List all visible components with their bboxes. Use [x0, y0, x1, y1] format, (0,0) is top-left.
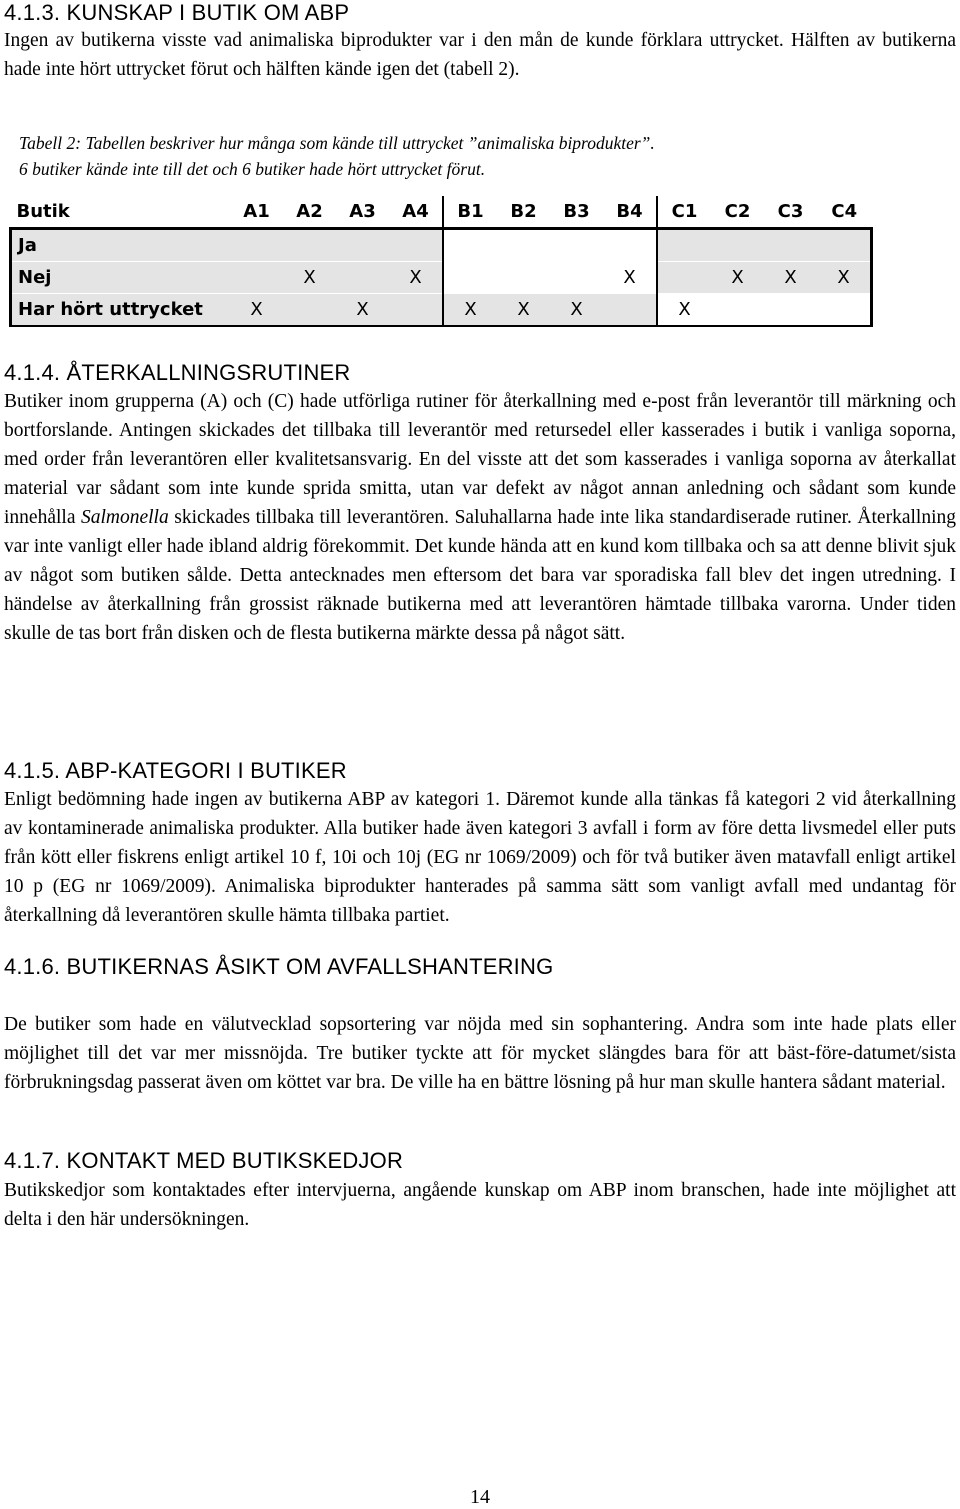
table-cell	[764, 294, 817, 327]
table-cell: X	[764, 262, 817, 294]
table-cell: X	[497, 294, 550, 327]
section-heading-4-1-5: 4.1.5. ABP-KATEGORI I BUTIKER	[4, 758, 347, 783]
section-heading-4-1-3: 4.1.3. KUNSKAP I BUTIK OM ABP	[4, 0, 350, 25]
table-cell	[603, 294, 657, 327]
column-header: B3	[550, 196, 603, 229]
table-cell: X	[711, 262, 764, 294]
table-cell: X	[550, 294, 603, 327]
column-header: A3	[336, 196, 389, 229]
column-header: B4	[603, 196, 657, 229]
table-cell: X	[603, 262, 657, 294]
row-label: Har hört uttrycket	[11, 294, 231, 327]
section-4-1-6-paragraph: De butiker som hade en välutvecklad sopsortering var nöjda med sin sophantering. Andra som inte hade plats eller möjlighet till det var mer missnöjda. Tre butiker tyckte att för mycket slängdes bara för att bäst-före-datumet/sista förbrukningsdag passerat även om köttet var bra. De ville ha en bättre lösning på hur man skulle hantera sådant material.	[4, 1014, 956, 1093]
table-cell	[336, 262, 389, 294]
section-heading-4-1-7: 4.1.7. KONTAKT MED BUTIKSKEDJOR	[4, 1148, 404, 1173]
table-2-caption-line-1: Tabell 2: Tabellen beskriver hur många som kände till uttrycket ”animaliska biprodukter”.	[19, 133, 655, 153]
table-cell	[497, 229, 550, 262]
table-cell: X	[283, 262, 336, 294]
paragraph-text: skickades tillbaka till leverantören. Saluhallarna hade inte lika standardiserade rutiner. Återkallning var inte vanligt eller hade ibland aldrig förekommit. Det kunde hända att en kund kom tillbaka och sa att denne blivit sjuk av något som butiken sålde. Detta antecknades men eftersom det bara var sporadiska fall blev det ingen utredning. I händelse av återkallning från grossist räknade butikerna med att leverantören hämtade tillbaka varorna. Under tiden skulle de tas bort från disken och de flesta butikerna märkte dessa på något sätt.	[4, 507, 956, 644]
column-header: B1	[443, 196, 497, 229]
table-cell	[336, 229, 389, 262]
table-2	[9, 196, 873, 327]
table-cell	[711, 229, 764, 262]
table-cell	[389, 229, 443, 262]
section-4-1-3-paragraph: Ingen av butikerna visste vad animaliska biprodukter var i den mån de kunde förklara uttrycket. Hälften av butikerna hade inte hört uttrycket förut och hälften kände igen det (tabell 2).	[4, 30, 956, 80]
table-cell	[443, 262, 497, 294]
column-header: C4	[817, 196, 872, 229]
table-cell: X	[230, 294, 283, 327]
table-cell: X	[657, 294, 711, 327]
column-header: A2	[283, 196, 336, 229]
table-cell	[657, 229, 711, 262]
paragraph-text: Butiker inom grupperna (A) och (C) hade utförliga rutiner för återkallning med e-post från leverantör till märkning och bortforslande. Antingen skickades det tillbaka till leverantör med retursedel eller kasserades i butik i vanliga soporna, med order från leverantören eller kvalitetsansvarig. En del visste att det som kasserades i vanliga soporna av återkallat material var sådant som inte kunde sprida smitta, utan var defekt av något annan anledning och sådant som kunde innehålla	[4, 391, 956, 528]
table-cell	[389, 294, 443, 327]
table-row	[11, 229, 872, 262]
table-cell	[817, 294, 872, 327]
section-heading-4-1-4: 4.1.4. ÅTERKALLNINGSRUTINER	[4, 360, 351, 385]
table-cell: X	[443, 294, 497, 327]
table-cell	[764, 229, 817, 262]
column-header: C1	[657, 196, 711, 229]
section-4-1-4-paragraph	[4, 387, 956, 648]
table-cell	[497, 262, 550, 294]
table-cell	[443, 229, 497, 262]
row-label: Nej	[11, 262, 231, 294]
table-cell: X	[817, 262, 872, 294]
column-header: B2	[497, 196, 550, 229]
column-header: C3	[764, 196, 817, 229]
table-cell	[283, 294, 336, 327]
table-row	[11, 294, 872, 327]
table-row	[11, 262, 872, 294]
table-cell	[230, 262, 283, 294]
row-label: Ja	[11, 229, 231, 262]
table-cell	[657, 262, 711, 294]
table-cell	[230, 229, 283, 262]
italic-term: Salmonella	[80, 507, 169, 528]
table-cell: X	[389, 262, 443, 294]
table-cell	[550, 229, 603, 262]
section-heading-4-1-6: 4.1.6. BUTIKERNAS ÅSIKT OM AVFALLSHANTERING	[4, 954, 554, 979]
section-4-1-7-paragraph: Butikskedjor som kontaktades efter intervjuerna, angående kunskap om ABP inom branschen, hade inte möjlighet att delta i den här undersökningen.	[4, 1180, 956, 1230]
table-cell: X	[336, 294, 389, 327]
column-header: C2	[711, 196, 764, 229]
table-2-caption-line-2: 6 butiker kände inte till det och 6 butiker hade hört uttrycket förut.	[19, 159, 486, 179]
column-header: A1	[230, 196, 283, 229]
table-header-label: Butik	[11, 196, 231, 229]
section-4-1-5-paragraph: Enligt bedömning hade ingen av butikerna ABP av kategori 1. Däremot kunde alla tänkas få kategori 2 vid återkallning av kontaminerade animaliska produkter. Alla butiker hade även kategori 3 avfall i form av före detta livsmedel eller puts från kött eller fiskrens enligt artikel 10 f, 10i och 10j (EG nr 1069/2009) och för två butiker även matavfall enligt artikel 10 p (EG nr 1069/2009). Animaliska biprodukter hanterades på samma sätt som vanligt avfall med undantag för återkallning då leverantören skulle hämta tillbaka partiet.	[4, 789, 956, 926]
table-cell	[817, 229, 872, 262]
table-cell	[603, 229, 657, 262]
table-header-row	[11, 196, 872, 229]
table-cell	[711, 294, 764, 327]
table-cell	[550, 262, 603, 294]
table-cell	[283, 229, 336, 262]
column-header: A4	[389, 196, 443, 229]
page-number: 14	[470, 1486, 490, 1508]
